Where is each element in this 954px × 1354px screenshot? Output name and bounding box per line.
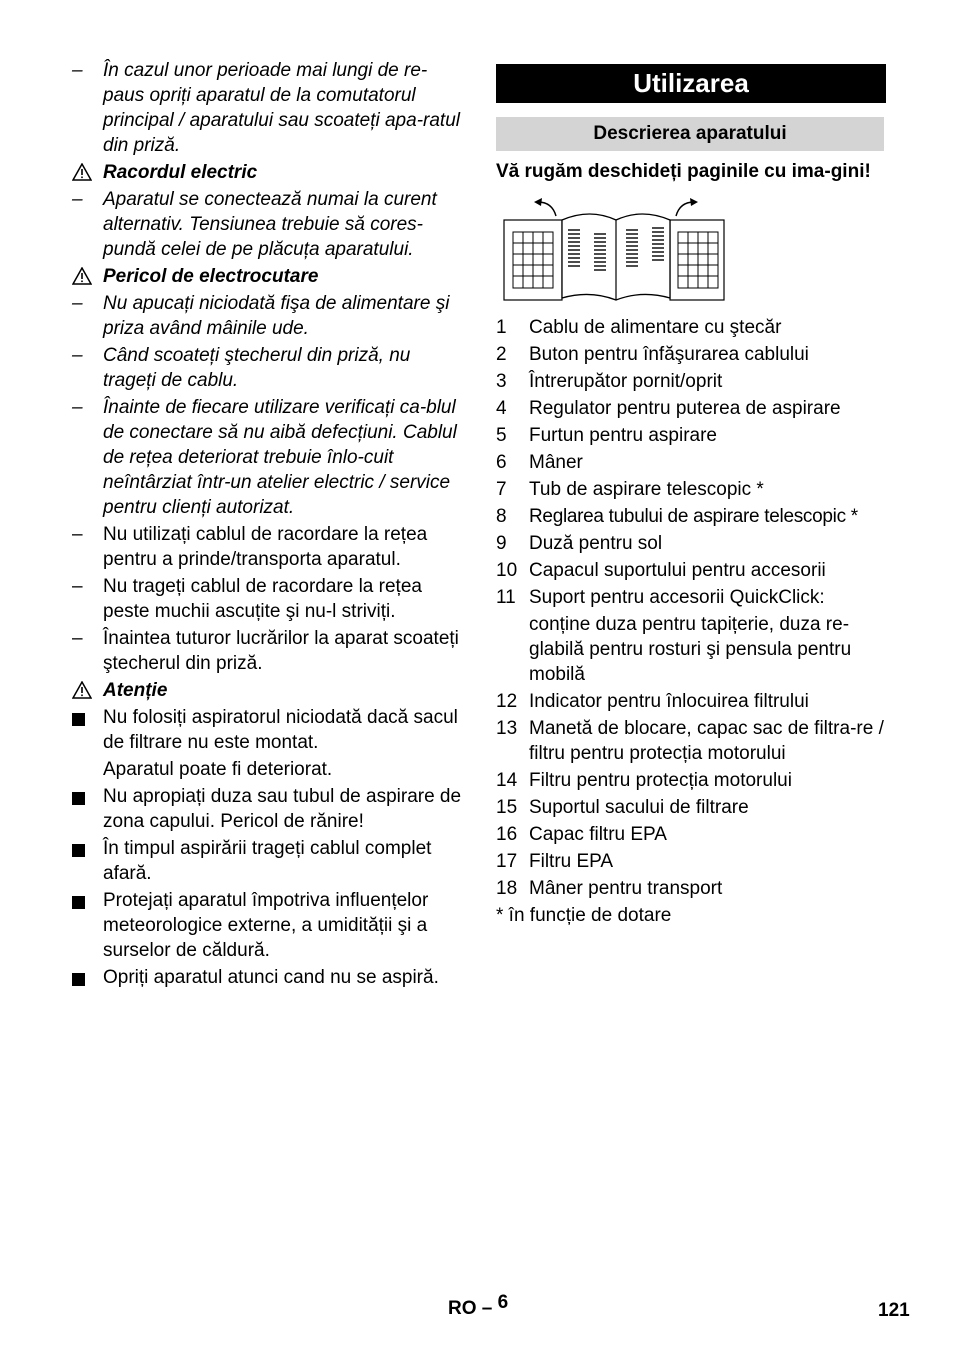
warning-icon [72, 163, 92, 181]
dash-marker: – [72, 397, 83, 418]
list-item: Nu folosiți aspiratorul niciodată dacă sacul de filtrare nu este montat. Aparatul poate fi deteriorat. [72, 705, 462, 782]
list-item: 2 Buton pentru înfăşurarea cablului [496, 344, 809, 365]
square-bullet-icon [72, 896, 85, 909]
list-item: – Nu trageți cablul de racordare la rețea peste muchii ascuțite şi nu-l striviți. [72, 576, 422, 622]
list-item: 12 Indicator pentru înlocuirea filtrului [496, 691, 809, 712]
dash-marker: – [72, 345, 83, 366]
list-item: 18 Mâner pentru transport [496, 878, 723, 899]
list-item: 8 Reglarea tubului de aspirare telescopic * [496, 506, 858, 527]
list-item: 5 Furtun pentru aspirare [496, 425, 717, 446]
left-column [72, 58, 462, 992]
attention-heading: Atenție [72, 678, 462, 703]
list-item: 4 Regulator pentru puterea de aspirare [496, 398, 841, 419]
list-item: Protejați aparatul împotriva influențelor meteorologice externe, a umidității şi a surselor de căldură. [72, 888, 462, 963]
square-bullet-icon [72, 844, 85, 857]
warning-icon [72, 681, 92, 699]
list-item: – Înaintea tuturor lucrărilor la aparat scoateți ştecherul din priză. [72, 628, 459, 674]
list-item: – Înainte de fiecare utilizare verificați ca-blul de conectare să nu aibă defecțiuni. Cablul de rețea deteriorat trebuie înlo-cuit neîntârziat într-un atelier electric / service pentru clienți autorizat. [72, 397, 457, 518]
right-column [496, 64, 888, 928]
open-book-illustration-icon [500, 198, 730, 308]
footer-section-label: RO – 6 [448, 1292, 509, 1319]
list-item: – Nu apucați niciodată fişa de alimentare şi priza având mâinile ude. [72, 293, 450, 339]
attention-note: Aparatul poate fi deteriorat. [103, 759, 333, 780]
footnote: * în funcție de dotare [496, 905, 672, 926]
dash-marker: – [72, 60, 83, 81]
list-item: Nu apropiați duza sau tubul de aspirare de zona capului. Pericol de rănire! [72, 784, 462, 834]
list-item: 13 Manetă de blocare, capac sac de filtra-re / filtru pentru protecția motorului [496, 718, 884, 764]
list-item: 17 Filtru EPA [496, 851, 614, 872]
list-item: 15 Suportul sacului de filtrare [496, 797, 749, 818]
list-item: – În cazul unor perioade mai lungi de re-paus opriți aparatul de la comutatorul principal / aparatului sau scoateți apa-ratul din priză. [72, 60, 460, 156]
list-item: – Nu utilizați cablul de racordare la rețea pentru a prinde/transporta aparatul. [72, 524, 428, 570]
list-item: 10 Capacul suportului pentru accesorii [496, 560, 826, 581]
list-item: În timpul aspirării trageți cablul complet afară. [72, 836, 462, 886]
dash-marker: – [72, 628, 83, 649]
shock-heading: Pericol de electrocutare [72, 264, 462, 289]
section-title: Utilizarea [496, 64, 886, 103]
list-item: 3 Întrerupător pornit/oprit [496, 371, 723, 392]
list-item: Opriți aparatul atunci cand nu se aspiră. [72, 965, 462, 990]
dash-marker: – [72, 524, 83, 545]
square-bullet-icon [72, 792, 85, 805]
dash-marker: – [72, 293, 83, 314]
list-item: 14 Filtru pentru protecția motorului [496, 770, 792, 791]
list-item: 16 Capac filtru EPA [496, 824, 667, 845]
list-item: 6 Mâner [496, 452, 583, 473]
list-item: 7 Tub de aspirare telescopic * [496, 479, 764, 500]
list-item: – Aparatul se conectează numai la curent alternativ. Tensiunea trebuie să cores-pundă celei de pe plăcuța aparatului. [72, 189, 437, 260]
warning-icon [72, 267, 92, 285]
dash-marker: – [72, 576, 83, 597]
list-item: 1 Cablu de alimentare cu ştecăr [496, 317, 782, 338]
electric-heading: Racordul electric [72, 160, 462, 185]
parts-list [496, 315, 888, 901]
subsection-title: Descrierea aparatului [496, 117, 884, 151]
list-item: 11 Suport pentru accesorii QuickClick: conține duza pentru tapițerie, duza re-glabilă pentru rosturi şi pensula pentru mobilă [496, 585, 888, 687]
square-bullet-icon [72, 973, 85, 986]
dash-marker: – [72, 189, 83, 210]
page-number: 121 [878, 1300, 910, 1321]
list-item: 9 Duză pentru sol [496, 533, 663, 554]
part-11-note: conține duza pentru tapițerie, duza re-glabilă pentru rosturi şi pensula pentru mobilă [529, 614, 852, 685]
square-bullet-icon [72, 713, 85, 726]
list-item: – Când scoateți ştecherul din priză, nu trageți de cablu. [72, 345, 411, 391]
intro-text: Vă rugăm deschideți paginile cu ima-gini! [496, 161, 871, 182]
